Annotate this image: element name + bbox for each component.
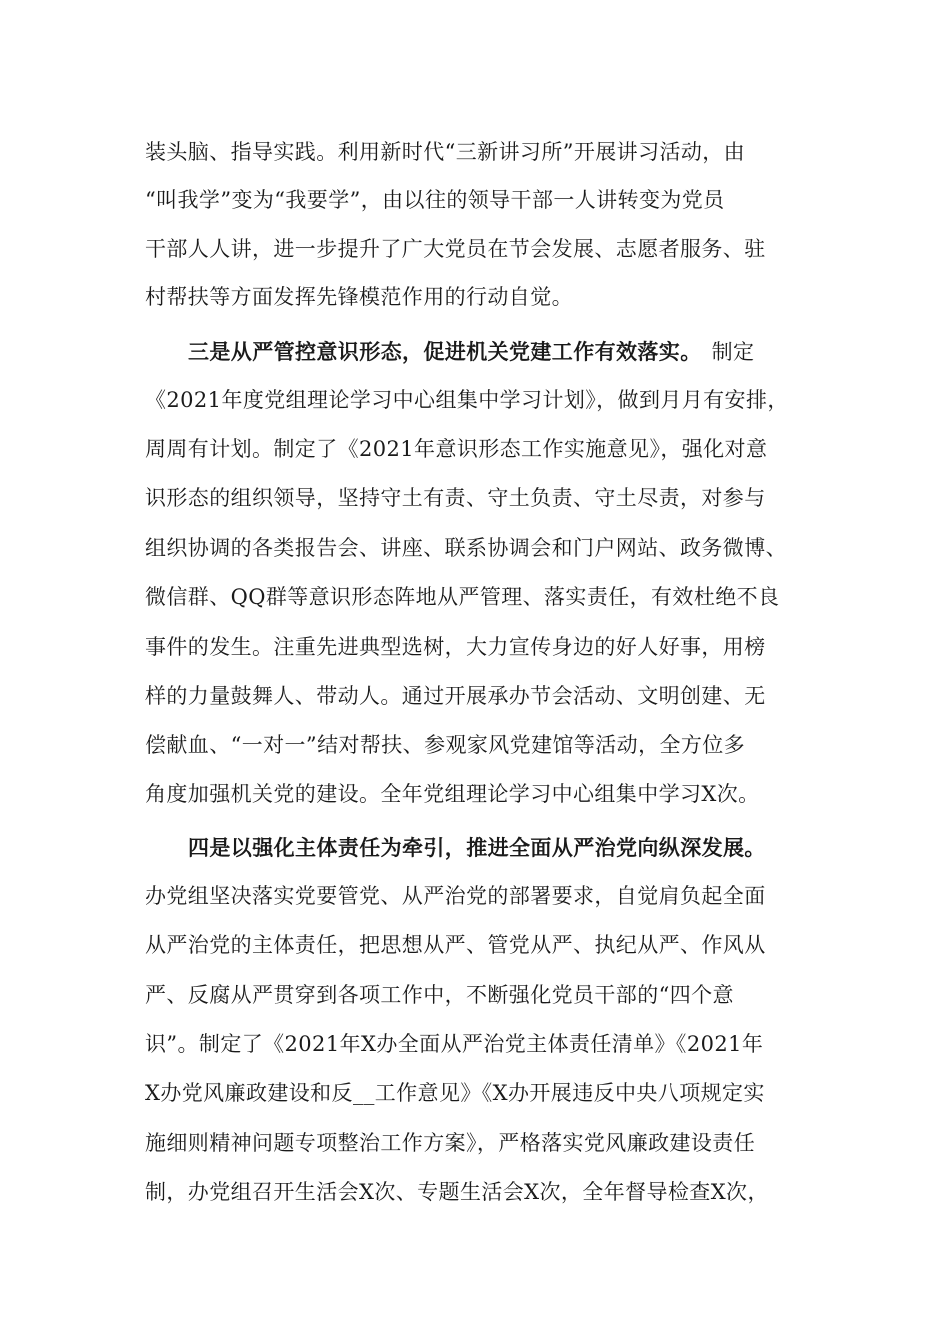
body-text: 制定: [711, 340, 755, 364]
section-heading-3: 三是从严管控意识形态，促进机关党建工作有效落实。: [188, 340, 702, 364]
body-line: X办党风廉政建设和反__工作意见》《X办开展违反中央八项规定实: [145, 1081, 765, 1105]
body-line: 角度加强机关党的建设。全年党组理论学习中心组集中学习X次。: [145, 782, 760, 806]
body-line: “叫我学”变为“我要学”，由以往的领导干部一人讲转变为党员: [145, 188, 725, 212]
body-line: 周周有计划。制定了《2021年意识形态工作实施意见》，强化对意: [145, 437, 768, 461]
body-line: 办党组坚决落实党要管党、从严治党的部署要求，自觉肩负起全面: [145, 884, 766, 908]
body-line: 组织协调的各类报告会、讲座、联系协调会和门户网站、政务微博、: [145, 536, 787, 560]
body-line: 从严治党的主体责任，把思想从严、管党从严、执纪从严、作风从: [145, 933, 766, 957]
paragraph-3-first-line: [188, 336, 754, 368]
body-line: 样的力量鼓舞人、带动人。通过开展承办节会活动、文明创建、无: [145, 684, 766, 708]
body-line: 事件的发生。注重先进典型选树，大力宣传身边的好人好事，用榜: [145, 635, 766, 659]
body-line: 装头脑、指导实践。利用新时代“三新讲习所”开展讲习活动，由: [145, 140, 746, 164]
body-line: 村帮扶等方面发挥先锋模范作用的行动自觉。: [145, 285, 573, 309]
body-line: 偿献血、“一对一”结对帮扶、参观家风党建馆等活动，全方位多: [145, 733, 746, 757]
body-line: 《2021年度党组理论学习中心组集中学习计划》，做到月月有安排，: [145, 388, 789, 412]
body-line: 微信群、QQ群等意识形态阵地从严管理、落实责任，有效杜绝不良: [145, 585, 780, 609]
body-line: 干部人人讲，进一步提升了广大党员在节会发展、志愿者服务、驻: [145, 237, 766, 261]
section-heading-4: 四是以强化主体责任为牵引，推进全面从严治党向纵深发展。: [188, 836, 766, 860]
body-line: 施细则精神问题专项整治工作方案》，严格落实党风廉政建设责任: [145, 1131, 756, 1155]
body-line: 识形态的组织领导，坚持守土有责、守土负责、守土尽责，对参与: [145, 486, 766, 510]
body-line: 严、反腐从严贯穿到各项工作中，不断强化党员干部的“四个意: [145, 983, 734, 1007]
body-line: 识”。制定了《2021年X办全面从严治党主体责任清单》《2021年: [145, 1032, 764, 1056]
body-line: 制，办党组召开生活会X次、专题生活会X次，全年督导检查X次，: [145, 1180, 769, 1204]
